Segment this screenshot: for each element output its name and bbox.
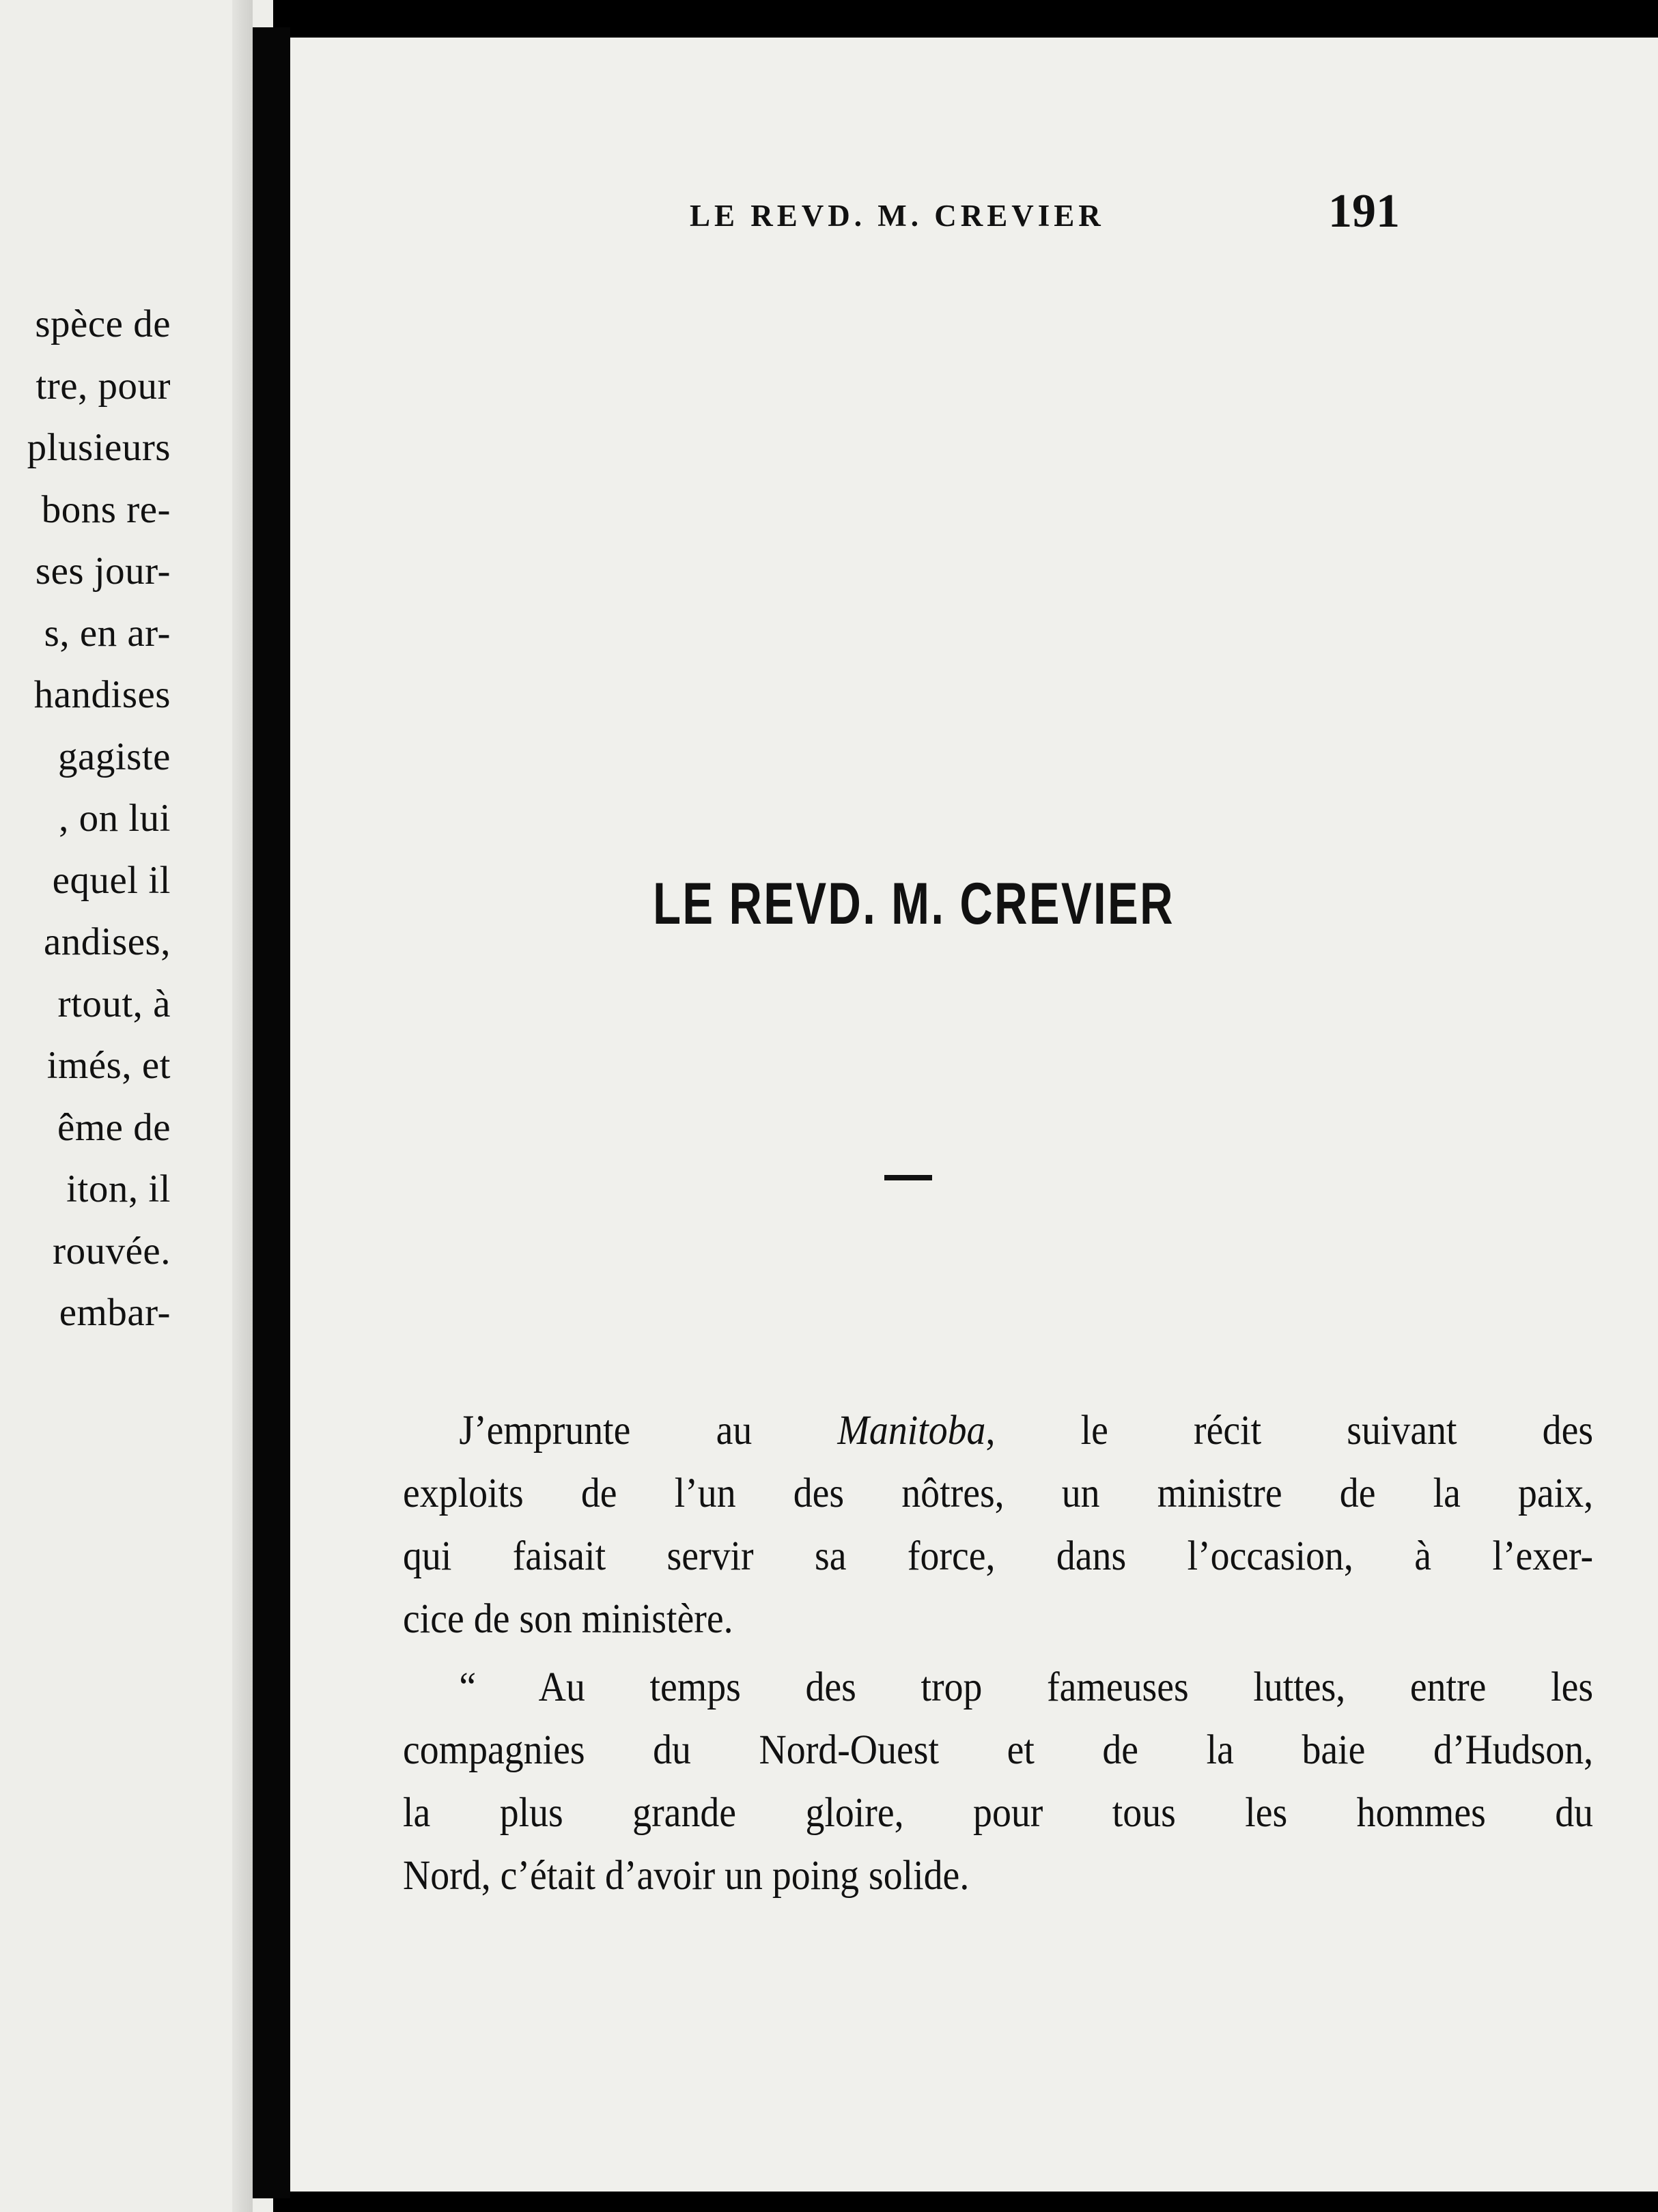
paragraph [403, 1400, 1593, 1651]
text-line: gagiste [58, 735, 171, 778]
text-line: embar- [59, 1291, 171, 1334]
text-line: exploits de l’un des nôtres, un ministre de la paix, [403, 1471, 1594, 1516]
page-number: 191 [1328, 185, 1400, 238]
title-rule [884, 1175, 932, 1180]
text-line: equel il [52, 858, 171, 902]
page-spine [232, 0, 253, 2212]
text-line: ême de [57, 1105, 171, 1149]
text-line: “ Au temps des trop fameuses luttes, entre les [459, 1664, 1594, 1710]
text-line: imés, et [46, 1044, 171, 1087]
italic-title: Manitoba [837, 1408, 986, 1454]
text-line: spèce de [35, 302, 171, 345]
text-line: bons re- [41, 487, 171, 531]
text-line: cice de son ministère. [403, 1596, 733, 1642]
text-line: tre, pour [36, 364, 171, 408]
text-line: ses jour- [35, 550, 171, 593]
book-gutter [253, 27, 290, 2198]
chapter-title: LE REVD. M. CREVIER [653, 871, 1175, 937]
text-line: la plus grande gloire, pour tous les hommes du [403, 1790, 1594, 1836]
facing-page-text [27, 294, 171, 1344]
text-line: Nord, c’était d’avoir un poing solide. [403, 1853, 970, 1899]
paragraph [403, 1656, 1593, 1908]
body-text [403, 1400, 1593, 1908]
text-line: compagnies du Nord-Ouest et de la baie d’Hudson, [403, 1727, 1594, 1773]
text-line: rtout, à [57, 982, 171, 1025]
text-line: qui faisait servir sa force, dans l’occasion, à l’exer- [403, 1533, 1594, 1579]
text-line: , on lui [59, 797, 171, 840]
book-page [290, 38, 1658, 2192]
running-head: LE REVD. M. CREVIER [690, 199, 1105, 233]
text-line: handises [33, 673, 171, 716]
text-line: s, en ar- [44, 611, 171, 655]
text-line: plusieurs [27, 426, 171, 469]
text-line: J’emprunte au Manitoba, le récit suivant des [459, 1408, 1594, 1454]
text-line: iton, il [66, 1167, 171, 1210]
text-line: rouvée. [53, 1229, 171, 1273]
text-line: andises, [43, 920, 171, 963]
